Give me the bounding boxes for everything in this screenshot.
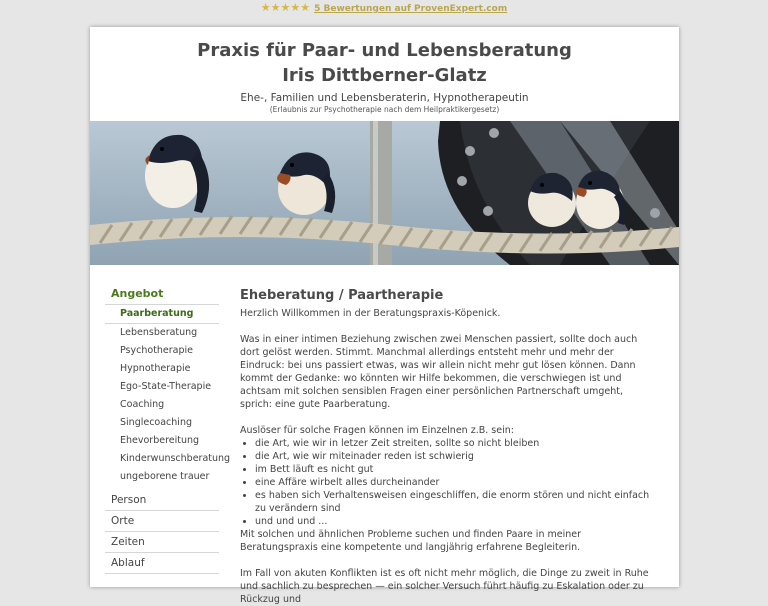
sidebar-item-orte[interactable]: Orte: [105, 511, 219, 532]
list-item: • es haben sich Verhaltensweisen eingeschliffen, die enorm stören und nicht einfach zu verändern sind: [255, 489, 650, 515]
swallows-on-rope-image: [90, 121, 679, 265]
rating-stars-icon: ★★★★★: [260, 1, 311, 14]
site-title-line1: Praxis für Paar- und Lebensberatung: [197, 40, 572, 61]
site-header: [90, 27, 679, 114]
sidebar-item-paarberatung[interactable]: Paarberatung: [105, 305, 219, 324]
sidebar-item-kinderwunschberatung[interactable]: Kinderwunschberatung: [120, 453, 231, 464]
sidebar-subnav: [105, 305, 231, 486]
sidebar-nav: [105, 285, 231, 574]
site-title: [90, 38, 679, 88]
welcome-text: Herzlich Willkommen in der Beratungspraxis-Köpenick.: [240, 308, 501, 319]
list-item: • und und und ...: [255, 515, 650, 528]
provenexpert-rating: [0, 1, 768, 14]
sidebar-item-singlecoaching[interactable]: Singlecoaching: [120, 417, 192, 428]
list-item: • die Art, wie wir in letzer Zeit streiten, sollte so nicht bleiben: [255, 437, 650, 450]
sidebar-item-hypnotherapie[interactable]: Hypnotherapie: [120, 363, 191, 374]
sidebar-item-psychotherapie[interactable]: Psychotherapie: [120, 345, 194, 356]
sidebar-item-ego-state-therapie[interactable]: Ego-State-Therapie: [120, 381, 212, 392]
intro-paragraph: Was in einer intimen Beziehung zwischen zwei Menschen passiert, sollte doch auch dort gelöst werden. Stimmt. Manchmal allerdings entsteht mehr und mehr der Eindruck: bei uns passiert etwas, was wir allein nicht mehr gut lösen können. Dann kommt der Gedanke: wo könnten wir Hilfe bekommen, die verschwiegen ist und achtsam mit solchen sensiblen Fragen einer persönlichen Partnerschaft umgeht, sprich: eine gute Paarberatung.: [240, 334, 638, 410]
sidebar-item-person[interactable]: Person: [105, 490, 219, 511]
triggers-intro: Auslöser für solche Fragen können im Einzelnen z.B. sein:: [240, 425, 514, 436]
sidebar-item-ungeborene-trauer[interactable]: ungeborene trauer: [120, 471, 210, 482]
site-subtitle: Ehe-, Familien und Lebensberaterin, Hypnotherapeutin: [240, 92, 529, 104]
rating-link[interactable]: 5 Bewertungen auf ProvenExpert.com: [314, 4, 508, 14]
sidebar-heading-angebot[interactable]: Angebot: [105, 285, 219, 305]
sidebar-item-zeiten[interactable]: Zeiten: [105, 532, 219, 553]
conflict-paragraph: Im Fall von akuten Konflikten ist es oft nicht mehr möglich, die Dinge zu zweit in Ruhe und sachlich zu besprechen — ein solcher Versuch führt häufig zu Eskalation oder zu Rückzug und: [240, 568, 649, 605]
site-title-line2: Iris Dittberner-Glatz: [282, 65, 487, 86]
list-item: • die Art, wie wir miteinader reden ist schwierig: [255, 450, 650, 463]
sidebar-item-ehevorbereitung[interactable]: Ehevorbereitung: [120, 435, 200, 446]
content-heading: Eheberatung / Paartherapie: [240, 288, 444, 303]
site-note: (Erlaubnis zur Psychotherapie nach dem Heilpraktikergesetz): [269, 105, 500, 114]
banner-image: [90, 121, 679, 265]
triggers-list: [240, 437, 650, 528]
sidebar-item-lebensberatung[interactable]: Lebensberatung: [120, 327, 198, 338]
closing-paragraph: Mit solchen und ähnlichen Probleme suchen und finden Paare in meiner Beratungspraxis eine kompetente und langjährig erfahrene Begleiterin.: [240, 529, 581, 553]
list-item: • eine Affäre wirbelt alles durcheinander: [255, 476, 650, 489]
page-container: [90, 27, 679, 605]
sidebar-item-coaching[interactable]: Coaching: [120, 399, 165, 410]
main-content: [240, 287, 650, 606]
sidebar-mainnav: [105, 490, 219, 574]
list-item: • im Bett läuft es nicht gut: [255, 463, 650, 476]
sidebar-item-ablauf[interactable]: Ablauf: [105, 553, 219, 574]
